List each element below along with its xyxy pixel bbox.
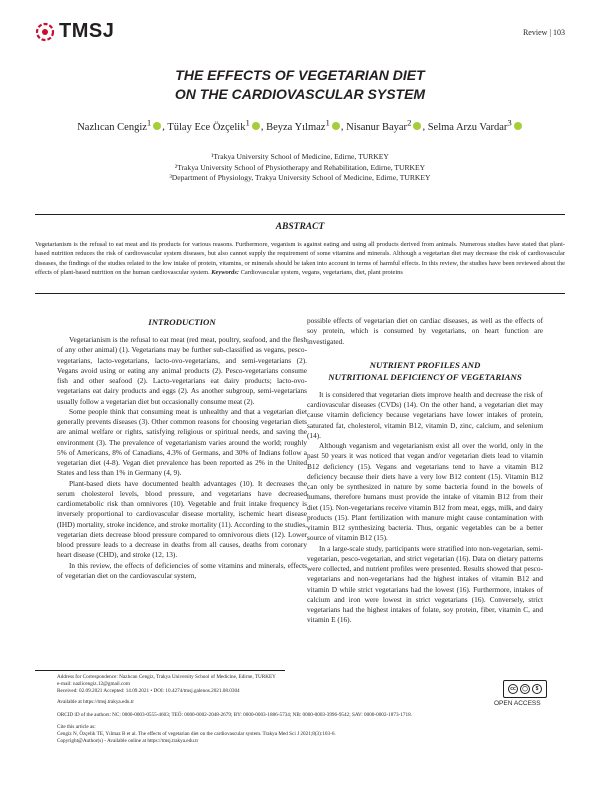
cc-license-badge[interactable] <box>503 680 547 698</box>
nutrient-section-heading: NUTRIENT PROFILES AND NUTRITIONAL DEFICIENCY OF VEGETARIANS <box>328 359 522 382</box>
paragraph: In this review, the effects of deficiencies of some vitamins and minerals, effects of vegetarian diet on the cardiovascular system, <box>57 560 307 580</box>
title-line-1: THE EFFECTS OF VEGETARIAN DIET <box>175 67 425 83</box>
paragraph: Plant-based diets have documented health advantages (10). It decreases the serum cholesterol levels, blood pressure, and vegetarians have decreased cardiometabolic risk than omnivores (10). Vegetable and fruit intake frequency is inversely proportional to cardiovascular disease mortality, ischemic heart disease (IHD) mortality, stroke incidence, and stroke mortality (11). According to the studies, vegetarian diets decrease blood pressure compared to omnivorous diets (12). Lower blood pressure leads to a decrease in deaths from all causes, deaths from coronary heart disease (CHD), and stroke (12, 13). <box>57 478 307 560</box>
abstract-top-rule <box>35 214 565 215</box>
keywords-label: Keywords: <box>211 269 239 277</box>
cc-icon: cc <box>508 684 518 694</box>
paragraph: In a large-scale study, participants were stratified into non-vegetarian, semi-vegetarian, pesco-vegetarian, and strict vegetarian (16). Data on dietary patterns were collected, and nutrient profiles were presented. Results showed that pesco-vegetarians and non-vegetarians had the highest intakes of vitamin B12 and vitamin D while strict vegetarians had the lowest (16). Furthermore, intakes of calcium and iron were lowest in strict vegetarians (16). Conversely, strict vegetarians had the highest intakes of folate, soy protein, fiber, vitamin C, and vitamin E (16). <box>307 543 543 625</box>
nc-icon: $ <box>532 684 542 694</box>
footnote-rule <box>35 670 285 671</box>
author: Beyza Yılmaz$^1$ <box>266 122 341 133</box>
affiliation: ²Trakya University School of Physiotherapy and Rehabilitation, Edirne, TURKEY <box>174 162 426 172</box>
keywords: Cardiovascular system, vegans, vegetarians, diet, plant proteins <box>240 269 403 277</box>
orcid-icon[interactable] <box>514 122 522 130</box>
left-column <box>57 316 307 581</box>
page-header <box>35 20 565 50</box>
affiliation: ³Department of Physiology, Trakya University School of Medicine, Edirne, TURKEY <box>169 173 431 182</box>
author: Nisanur Bayar$^2$ <box>346 122 422 133</box>
paragraph: possible effects of vegetarian diet on cardiac diseases, as well as the effects of soy protein, which is consumed by vegetarians, on heart function are investigated. <box>307 316 543 346</box>
section-page-number: Review | 103 <box>522 28 565 37</box>
abstract-bottom-rule <box>35 293 565 294</box>
journal-logo-text: TMSJ <box>59 20 115 42</box>
by-icon: ◯ <box>520 684 530 694</box>
citation-note: Cite this article as: Cengiz N, Özçelik TE, Yılmaz B et al. The effects of vegetarian diet on the cardiovascular system. Trakya Med Sci J 2021;8(3):103-6. Copyright@Author(s) - Available online at https://tmsj.trakya.edu.tr <box>57 724 336 744</box>
paragraph: Some people think that consuming meat is unhealthy and that a vegetarian diet generally prevents diseases (3). Other common reasons for choosing vegetarian diets are animal welfare or rights, satisfying religious or spiritual needs, and saving the environment (3). The prevalence of vegetarianism varies around the world; roughly 5% of Americans, 8% of Canadians, 4.3% of Germans, and 30% of Indians follow a vegetarian diet (4-8). Vegan diet prevalence has been reported as 2% in the United States and less than 1% in Germany (4, 9). <box>57 406 307 478</box>
title-line-2: ON THE CARDIOVASCULAR SYSTEM <box>174 86 426 102</box>
article-title <box>0 66 600 104</box>
author: Tülay Ece Özçelik$^1$ <box>167 122 261 133</box>
right-column <box>307 316 543 626</box>
paragraph: Vegetarianism is the refusal to eat meat (red meat, poultry, seafood, and the flesh of any other animal) (1). Vegetarians may be further sub-classified as vegans, pesco-vegetarians, lacto-vegetarians, lacto-ovo-vegetarians, and semi-vegetarians (2). Vegans avoid using or eating any animal products (2). Pesco-vegetarians consume fish and other seafood (2). Lacto-vegetarians eat dairy products; lacto-ovo-vegetarians eat dairy products and eggs (2). As another subgroup, semi-vegetarians usually follow a vegetarian diet but occasionally consume meat (2). <box>57 335 307 406</box>
orcid-icon[interactable] <box>332 122 340 130</box>
affiliations <box>0 152 600 184</box>
paragraph: It is considered that vegetarian diets improve health and decrease the risk of cardiovascular diseases (CVDs) (14). On the other hand, a vegetarian diet may cause vitamin deficiency because vegetarians have lower intakes of protein, saturated fat, cholesterol, vitamin B12, vitamin D, zinc, calcium, and selenium (14). <box>307 389 543 440</box>
author: Selma Arzu Vardar$^3$ <box>428 122 523 133</box>
orcid-note: ORCID iD of the authors: NC: 0000-0003-0555-4603; TEÖ: 0000-0002-2048-2679; BY: 0000-0003-1886-5734; NB: 0000-0003-3996-9542; SAV: 0000-0002-1873-1718. <box>57 712 412 718</box>
correspondence-note: Address for Correspondence: Nazlıcan Cengiz, Trakya University School of Medicine, Edirne, TURKEY e-mail: nazlicengiz.12@gmail.com Received: 02.09.2021 Accepted: 14.09.2021 • DOI: 10.4274/tmsj.galenos.2021.08.0304 Available at https://tmsj.trakya.edu.tr <box>57 674 317 706</box>
introduction-heading: INTRODUCTION <box>148 317 216 327</box>
abstract-heading: ABSTRACT <box>275 222 325 232</box>
journal-emblem-icon <box>35 22 55 42</box>
orcid-icon[interactable] <box>252 122 260 130</box>
orcid-icon[interactable] <box>413 122 421 130</box>
author-list: Nazlıcan Cengiz$^1$ , Tülay Ece Özçelik$^1$ , Beyza Yılmaz$^1$ , Nisanur Bayar$^2$ , Selma Arzu Vardar$^3$ <box>0 117 600 133</box>
available-link[interactable]: Available at https://tmsj.trakya.edu.tr <box>57 699 134 705</box>
journal-logo <box>35 20 114 43</box>
abstract-body: Vegetarianism is the refusal to eat meat and its products for various reasons. Furthermore, veganism is against eating and using all products derived from animals. Numerous studies have stated that plant-based nutrition reduces the risk of cardiovascular system diseases, but also cannot supply the requirement of some vitamins and minerals. Although a vegetarian diet may decrease the risk of cardiovascular diseases, the findings of the studies related to the low intake of protein, vitamins, or minerals should be taken into account in terms of harmful effects. In this review, the studies have been reviewed about the effects of plant-based nutrition on the human cardiovascular system. Keywords: Cardiovascular system, vegans, vegetarians, diet, plant proteins <box>35 241 565 277</box>
orcid-icon[interactable] <box>153 122 161 130</box>
paragraph: Although veganism and vegetarianism exist all over the world, only in the past 50 years it was noticed that vegan and/or vegetarian diets lead to vitamin B12 deficiency (15). Vegans and vegetarians tend to have a vitamin B12 deficiency because their diets have a very low B12 content (15). Vitamin B12 can only be synthesized in nature by some bacteria found in the bowels of humans, therefore humans must provide the intake of vitamin B12 from their diet (15). Non-vegetarians receive vitamin B12 from meat, eggs, milk, and dairy products (15). Plant fertilization with manure might cause contamination with vitamin B12 synthesizing bacteria. Thus, organic vegetables can be a better source of vitamin B12 (15). <box>307 441 543 543</box>
affiliation: ¹Trakya University School of Medicine, Edirne, TURKEY <box>211 152 389 161</box>
author: Nazlıcan Cengiz$^1$ <box>77 122 162 133</box>
open-access-label: OPEN ACCESS <box>494 700 541 707</box>
